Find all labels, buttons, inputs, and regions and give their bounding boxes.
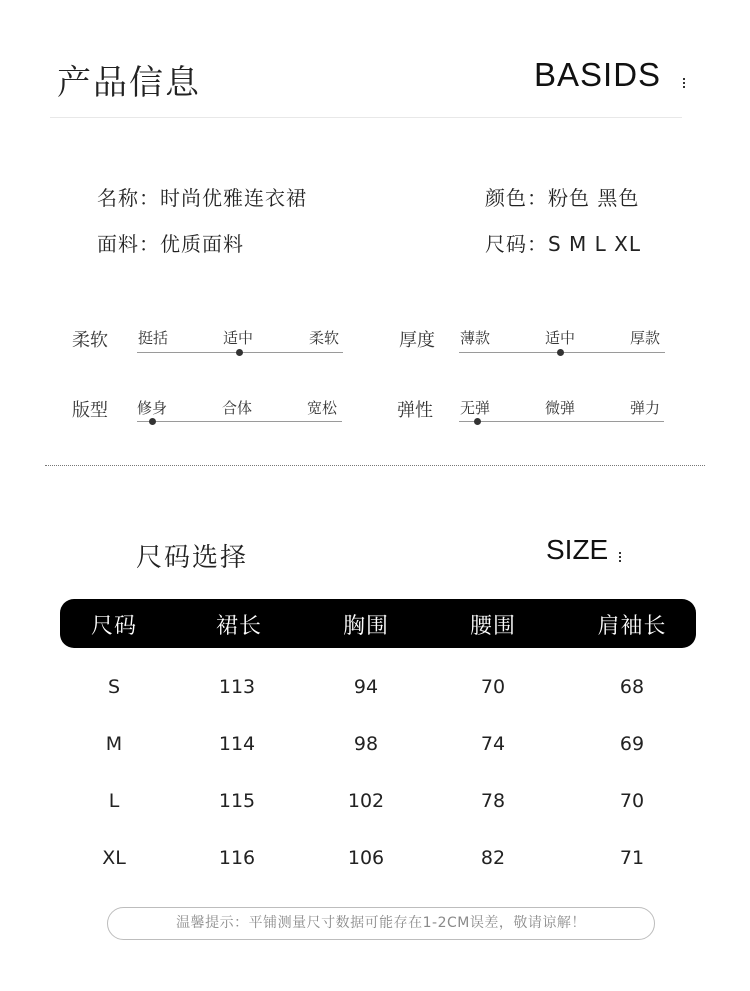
- table-cell: 115: [218, 790, 256, 812]
- table-cell: 113: [218, 676, 256, 698]
- table-cell: 94: [353, 676, 379, 698]
- scale-option: 厚款: [630, 329, 661, 347]
- fabric-value: 优质面料: [160, 232, 244, 256]
- column-header: 裙长: [215, 614, 263, 639]
- table-cell: 70: [619, 790, 645, 812]
- color-value: 粉色 黑色: [548, 186, 640, 210]
- scale-marker: [474, 418, 481, 425]
- scale-option: 宽松: [307, 399, 338, 417]
- table-cell: 70: [480, 676, 506, 698]
- table-cell: 114: [218, 733, 256, 755]
- table-cell: L: [108, 790, 120, 812]
- table-cell: 102: [347, 790, 385, 812]
- scale-option: 微弹: [545, 399, 576, 417]
- table-cell: 71: [619, 847, 645, 869]
- scale-title: 厚度: [399, 330, 435, 351]
- scale-marker: [236, 349, 243, 356]
- table-cell: 68: [619, 676, 645, 698]
- column-header: 肩袖长: [597, 614, 667, 639]
- scale-title: 弹性: [397, 400, 433, 421]
- color-label: 颜色：: [485, 186, 548, 210]
- table-cell: 74: [480, 733, 506, 755]
- size-value: S M L XL: [548, 232, 642, 256]
- scale-option: 挺括: [138, 329, 169, 347]
- column-header: 腰围: [469, 614, 517, 639]
- header-divider: [50, 117, 682, 118]
- brand-dots-icon: [683, 78, 685, 90]
- name-value: 时尚优雅连衣裙: [160, 186, 307, 210]
- scale-option: 适中: [223, 329, 254, 347]
- table-cell: 116: [218, 847, 256, 869]
- size-section-title: 尺码选择: [136, 543, 249, 573]
- page-title: 产品信息: [57, 63, 201, 103]
- table-cell: 69: [619, 733, 645, 755]
- scale-marker: [557, 349, 564, 356]
- info-color: [485, 182, 639, 211]
- scale-option: 适中: [545, 329, 576, 347]
- scale-option: 薄款: [460, 329, 491, 347]
- scale-title: 版型: [72, 400, 108, 421]
- scale-option: 柔软: [309, 329, 340, 347]
- table-cell: 82: [480, 847, 506, 869]
- name-label: 名称：: [97, 186, 160, 210]
- info-size: [485, 228, 641, 257]
- table-cell: XL: [102, 847, 126, 869]
- scale-option: 修身: [137, 399, 168, 417]
- info-name: [97, 182, 307, 211]
- measurement-note: 温馨提示：平铺测量尺寸数据可能存在1-2CM误差，敬请谅解！: [107, 907, 655, 940]
- size-logo: SIZE: [546, 534, 609, 565]
- info-fabric: [97, 228, 244, 257]
- table-cell: 106: [347, 847, 385, 869]
- section-divider: [45, 465, 705, 466]
- table-cell: S: [107, 676, 121, 698]
- table-cell: 98: [353, 733, 379, 755]
- table-cell: 78: [480, 790, 506, 812]
- scale-title: 柔软: [72, 330, 108, 351]
- fabric-label: 面料：: [97, 232, 160, 256]
- scale-track: [137, 421, 342, 422]
- size-dots-icon: [619, 552, 621, 562]
- scale-option: 无弹: [460, 399, 491, 417]
- scale-option: 合体: [222, 399, 253, 417]
- scale-track: [459, 421, 664, 422]
- scale-marker: [149, 418, 156, 425]
- brand-logo: BASIDS: [534, 56, 662, 93]
- column-header: 胸围: [342, 614, 390, 639]
- table-cell: M: [105, 733, 123, 755]
- size-label: 尺码：: [485, 232, 548, 256]
- column-header: 尺码: [90, 614, 138, 639]
- scale-option: 弹力: [630, 399, 661, 417]
